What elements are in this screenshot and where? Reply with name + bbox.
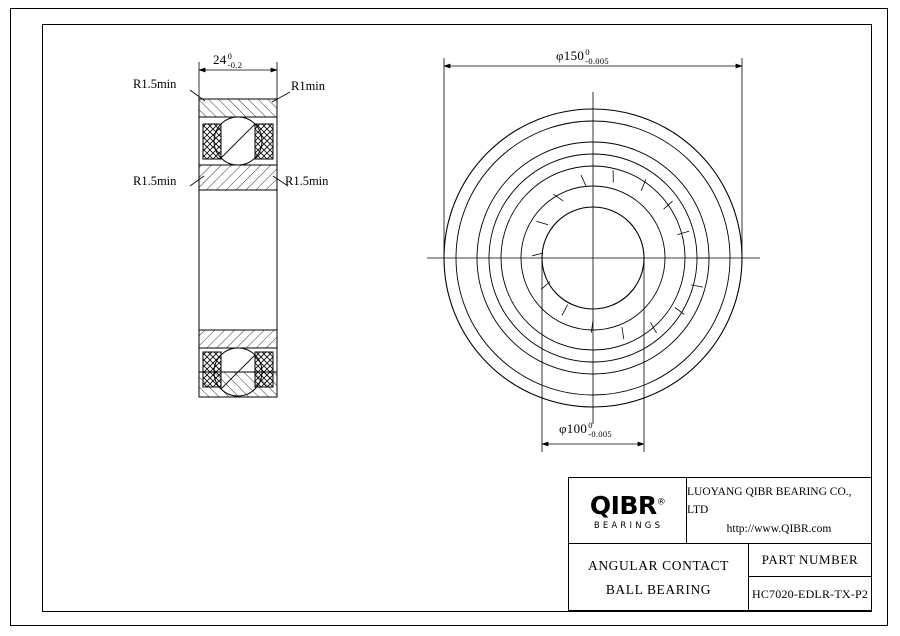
logo-subtext: BEARINGS: [593, 520, 664, 531]
product-description: [569, 544, 749, 611]
title-block: [568, 477, 872, 611]
section-view: [199, 99, 277, 397]
company-info: [687, 483, 871, 538]
chamfer-mid-right-label: R1.5min: [285, 174, 329, 188]
dimension-width-label: 24 0 -0.2: [213, 51, 243, 71]
registered-mark-icon: ®: [656, 497, 666, 508]
part-number-label: PART NUMBER: [749, 544, 871, 577]
title-block-body: [569, 544, 871, 611]
chamfer-top-left-label: R1.5min: [133, 77, 177, 91]
company-url[interactable]: http://www.QIBR.com: [726, 522, 832, 535]
part-number-value: HC7020-EDLR-TX-P2: [751, 586, 869, 601]
company-logo: [569, 478, 687, 543]
dimension-outer-diameter-label: φ150 0 -0.005: [556, 47, 609, 67]
dimension-bore-diameter-label: φ100 0 -0.005: [559, 420, 612, 440]
chamfer-top-right-label: R1min: [291, 79, 326, 93]
chamfer-mid-left-label: R1.5min: [133, 174, 177, 188]
part-number-block: [749, 544, 871, 611]
company-name: LUOYANG QIBR BEARING CO., LTD: [687, 485, 852, 517]
product-description-line2: BALL BEARING: [605, 581, 712, 597]
front-view: [427, 92, 760, 424]
title-block-header: [569, 478, 871, 544]
logo-text: QIBR®: [589, 490, 666, 520]
product-description-line1: ANGULAR CONTACT: [587, 557, 730, 573]
